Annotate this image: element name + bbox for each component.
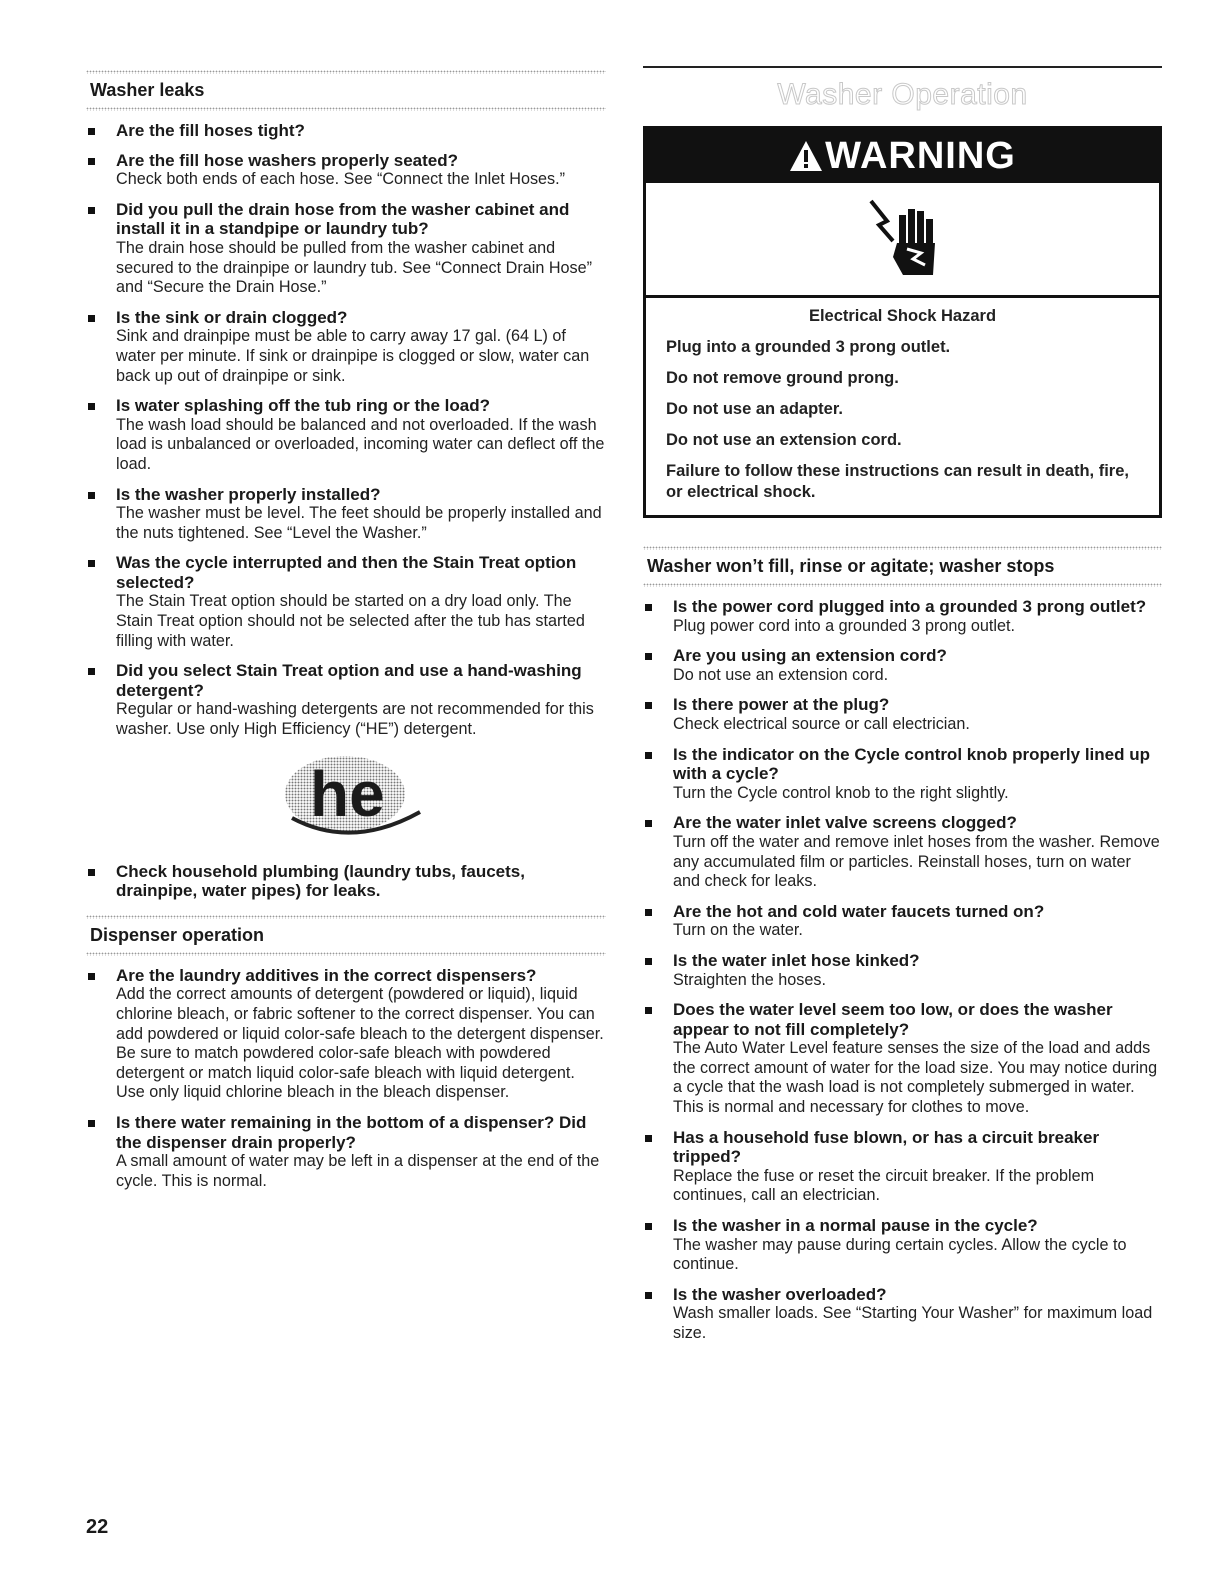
answer: Regular or hand-washing detergents are not recommended for this washer. Use only High Efficiency (“HE”) detergent. bbox=[116, 700, 594, 739]
question: Is the power cord plugged into a grounded 3 prong outlet? bbox=[673, 597, 1147, 616]
answer: A small amount of water may be left in a dispenser at the end of the cycle. This is normal. bbox=[116, 1152, 600, 1190]
answer: The drain hose should be pulled from the washer cabinet and secured to the drainpipe or laundry tub. See “Connect Drain Hose” and “Secure the Drain Hose.” bbox=[116, 238, 592, 297]
section-title: Dispenser operation bbox=[90, 924, 265, 945]
list-item bbox=[86, 1113, 606, 1191]
plumbing-list bbox=[86, 862, 606, 901]
list-item bbox=[86, 308, 606, 386]
warning-line: Failure to follow these instructions can result in death, fire, or electrical shock. bbox=[666, 462, 1129, 501]
question: Is the water inlet hose kinked? bbox=[673, 950, 920, 970]
answer: The washer must be level. The feet should be properly installed and the nuts tightened. See “Level the Washer.” bbox=[116, 504, 602, 542]
question: Check household plumbing (laundry tubs, faucets, drainpipe, water pipes) for leaks. bbox=[116, 861, 525, 901]
list-item bbox=[643, 597, 1162, 636]
he-logo-icon bbox=[282, 754, 422, 844]
section-header-washer-wont-fill bbox=[643, 546, 1162, 587]
answer: Turn on the water. bbox=[673, 921, 803, 940]
section-header-washer-leaks bbox=[86, 70, 606, 111]
warning-line: Plug into a grounded 3 prong outlet. bbox=[666, 338, 951, 356]
answer: The wash load should be balanced and not overloaded. If the wash load is unbalanced or overloaded, incoming water can deflect off the load. bbox=[116, 415, 605, 473]
warning-line: Do not use an adapter. bbox=[666, 400, 843, 418]
question: Is the washer overloaded? bbox=[673, 1284, 887, 1304]
answer: Wash smaller loads. See “Starting Your Washer” for maximum load size. bbox=[673, 1304, 1153, 1342]
question: Are the hot and cold water faucets turned on? bbox=[673, 901, 1045, 921]
question: Is there power at the plug? bbox=[673, 695, 890, 715]
question: Is water splashing off the tub ring or the load? bbox=[116, 396, 491, 416]
section-title: Washer won’t fill, rinse or agitate; washer stops bbox=[647, 556, 1055, 576]
question: Is the washer in a normal pause in the cycle? bbox=[673, 1216, 1038, 1236]
question: Is there water remaining in the bottom of a dispenser? Did the dispenser drain properly? bbox=[116, 1112, 587, 1152]
list-item bbox=[86, 200, 606, 298]
dispenser-list bbox=[86, 966, 606, 1192]
answer: The washer may pause during certain cycles. Allow the cycle to continue. bbox=[673, 1235, 1127, 1274]
answer: Plug power cord into a grounded 3 prong outlet. bbox=[673, 616, 1015, 635]
question: Are the fill hose washers properly seated? bbox=[116, 150, 459, 170]
page-title: Washer Operation bbox=[777, 78, 1028, 111]
question: Has a household fuse blown, or has a circuit breaker tripped? bbox=[673, 1127, 1100, 1167]
list-item bbox=[643, 951, 1162, 990]
page-number: 22 bbox=[86, 1516, 109, 1538]
section-header-dispenser-operation bbox=[86, 915, 606, 956]
list-item bbox=[86, 862, 606, 901]
washer-wont-fill-list bbox=[643, 597, 1162, 1344]
warning-line: Do not use an extension cord. bbox=[666, 431, 902, 449]
list-item bbox=[643, 646, 1162, 685]
right-column bbox=[643, 0, 1162, 1354]
answer: Turn the Cycle control knob to the right slightly. bbox=[673, 783, 1009, 802]
answer: The Stain Treat option should be started on a dry load only. The Stain Treat option should not be selected after the tub has started filling with water. bbox=[116, 592, 585, 650]
question: Are you using an extension cord? bbox=[673, 646, 947, 666]
list-item bbox=[643, 813, 1162, 891]
answer: Add the correct amounts of detergent (powdered or liquid), liquid chlorine bleach, or fabric softener to the correct dispenser. You can add powdered or liquid color-safe bleach to the detergent dispenser. Be sure to match powdered color-safe bleach with powdered detergent or match liquid color-safe bleach with liquid detergent. Use only liquid chlorine bleach in the bleach dispenser. bbox=[116, 985, 604, 1102]
list-item bbox=[643, 695, 1162, 734]
list-item bbox=[643, 1285, 1162, 1344]
warning-banner bbox=[646, 129, 1159, 183]
answer: Straighten the hoses. bbox=[673, 970, 826, 989]
question: Did you pull the drain hose from the washer cabinet and install it in a standpipe or laundry tub? bbox=[116, 199, 570, 239]
warning-label: WARNING bbox=[825, 135, 1016, 177]
question: Is the sink or drain clogged? bbox=[116, 307, 348, 327]
list-item bbox=[643, 1216, 1162, 1275]
question: Are the water inlet valve screens clogged? bbox=[673, 813, 1017, 833]
he-logo-text: he bbox=[310, 757, 385, 830]
list-item bbox=[643, 1128, 1162, 1206]
question: Are the fill hoses tight? bbox=[116, 121, 305, 140]
warning-triangle-icon bbox=[789, 140, 823, 172]
electrical-shock-hand-icon bbox=[843, 191, 963, 291]
warning-body bbox=[646, 298, 1159, 515]
answer: Do not use an extension cord. bbox=[673, 665, 889, 684]
hazard-title: Electrical Shock Hazard bbox=[808, 307, 997, 325]
washer-leaks-list bbox=[86, 121, 606, 740]
warning-line: Do not remove ground prong. bbox=[666, 369, 899, 387]
list-item bbox=[643, 902, 1162, 941]
question: Was the cycle interrupted and then the Stain Treat option selected? bbox=[116, 553, 577, 592]
list-item bbox=[86, 661, 606, 739]
question: Did you select Stain Treat option and use a hand-washing detergent? bbox=[116, 661, 582, 700]
answer: Turn off the water and remove inlet hoses from the washer. Remove any accumulated film or particles. Reinstall hoses, turn on water and check for leaks. bbox=[673, 832, 1160, 891]
answer: Check both ends of each hose. See “Connect the Inlet Hoses.” bbox=[116, 170, 566, 189]
answer: The Auto Water Level feature senses the size of the load and adds the correct amount of water for the load size. You may notice during a cycle that the wash load is not completely submerged in water. This is normal and necessary for clothes to move. bbox=[673, 1039, 1158, 1117]
question: Does the water level seem too low, or does the washer appear to not fill completely? bbox=[673, 1000, 1113, 1039]
list-item bbox=[86, 553, 606, 651]
section-title: Washer leaks bbox=[90, 80, 205, 100]
list-item bbox=[86, 966, 606, 1103]
list-item bbox=[86, 151, 606, 190]
list-item bbox=[86, 485, 606, 544]
question: Are the laundry additives in the correct dispensers? bbox=[116, 965, 537, 985]
top-rule bbox=[643, 66, 1162, 68]
list-item bbox=[86, 121, 606, 141]
answer: Replace the fuse or reset the circuit breaker. If the problem continues, call an electrician. bbox=[673, 1166, 1095, 1205]
question: Is the indicator on the Cycle control knob properly lined up with a cycle? bbox=[673, 744, 1150, 784]
list-item bbox=[643, 1000, 1162, 1118]
left-column bbox=[86, 0, 606, 1201]
warning-icon-area bbox=[646, 183, 1159, 298]
list-item bbox=[643, 745, 1162, 804]
list-item bbox=[86, 396, 606, 474]
answer: Check electrical source or call electrician. bbox=[673, 714, 970, 733]
warning-box bbox=[643, 126, 1162, 518]
answer: Sink and drainpipe must be able to carry away 17 gal. (64 L) of water per minute. If sink or drainpipe is clogged or slow, water can back up out of drainpipe or sink. bbox=[116, 327, 590, 385]
question: Is the washer properly installed? bbox=[116, 484, 381, 504]
